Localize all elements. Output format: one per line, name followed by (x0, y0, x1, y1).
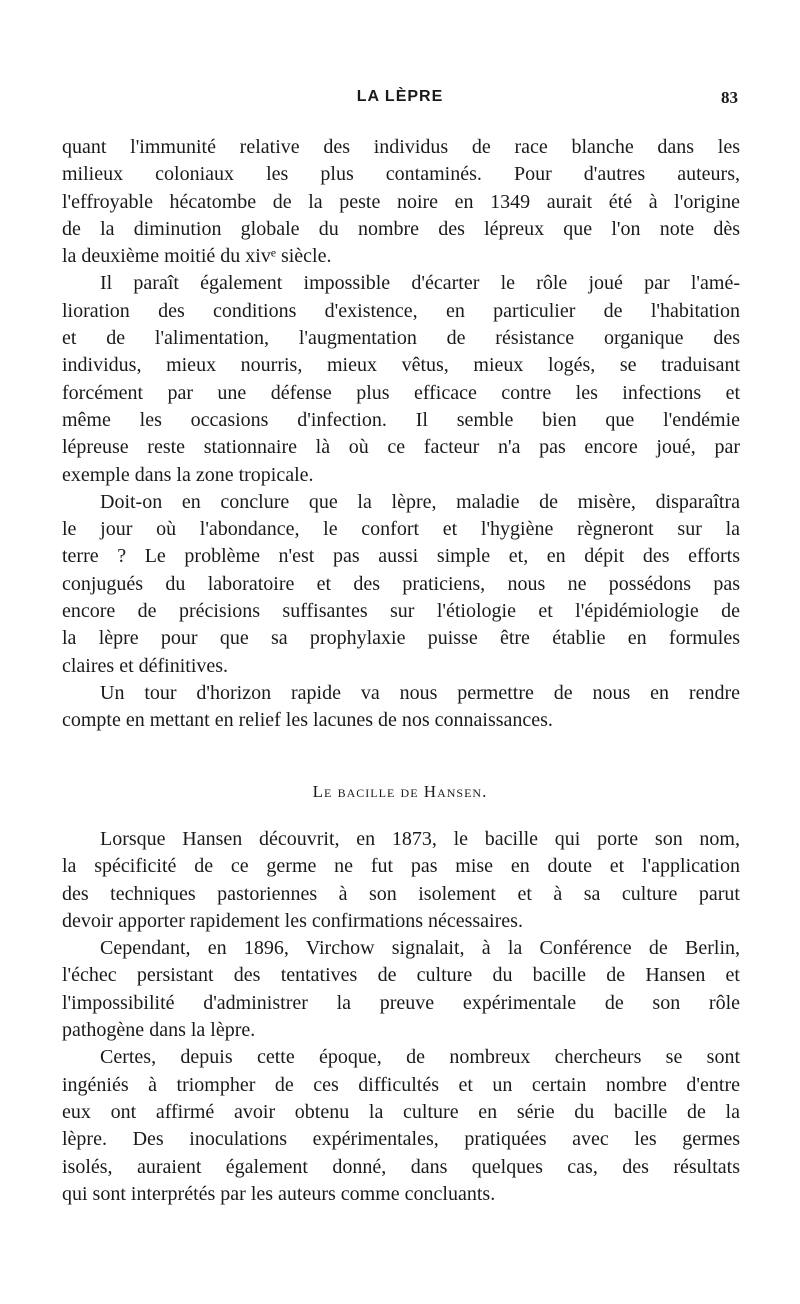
text-line: l'effroyable hécatombe de la peste noire en 1349 aurait été à l'origine (62, 190, 740, 213)
text-line: pathogène dans la lèpre. (62, 1019, 256, 1042)
text-line: lèpre. Des inoculations expérimentales, pratiquées avec les germes (62, 1128, 740, 1151)
text-line: exemple dans la zone tropicale. (62, 463, 314, 486)
text-line: quant l'immunité relative des individus de race blanche dans les (62, 136, 740, 158)
text-line: la deuxième moitié du xivᵉ siècle. (62, 245, 332, 268)
text-line: lépreuse reste stationnaire là où ce facteur n'a pas encore joué, par (62, 436, 740, 459)
text-line: terre ? Le problème n'est pas aussi simple et, en dépit des efforts (62, 545, 740, 568)
page-number: 83 (721, 88, 738, 107)
text-line: l'impossibilité d'administrer la preuve expérimentale de son rôle (62, 991, 740, 1014)
text-line: conjugués du laboratoire et des praticiens, nous ne possédons pas (62, 572, 740, 595)
text-line: eux ont affirmé avoir obtenu la culture en série du bacille de la (62, 1100, 740, 1123)
text-line: même les occasions d'infection. Il semble bien que l'endémie (62, 408, 740, 431)
text-line: forcément par une défense plus efficace contre les infections et (62, 381, 740, 404)
text-line: encore de précisions suffisantes sur l'étiologie et l'épidémiologie de (62, 600, 740, 623)
text-line: la spécificité de ce germe ne fut pas mise en doute et l'application (62, 855, 740, 878)
text-line: Certes, depuis cette époque, de nombreux chercheurs se sont (100, 1046, 740, 1069)
text-line: claires et définitives. (62, 654, 229, 677)
section-heading: Le bacille de Hansen. (312, 782, 488, 801)
text-line: de la diminution globale du nombre des lépreux que l'on note dès (62, 217, 740, 240)
text-line: lioration des conditions d'existence, en particulier de l'habitation (62, 299, 740, 322)
text-block-intro (62, 134, 740, 735)
text-line: l'échec persistant des tentatives de culture du bacille de Hansen et (62, 964, 740, 987)
text-line: isolés, auraient également donné, dans quelques cas, des résultats (62, 1155, 740, 1178)
text-line: devoir apporter rapidement les confirmations nécessaires. (62, 909, 523, 932)
text-line: et de l'alimentation, l'augmentation de résistance organique des (62, 327, 740, 350)
text-line: Doit-on en conclure que la lèpre, maladie de misère, disparaîtra (100, 490, 740, 513)
text-line: milieux coloniaux les plus contaminés. Pour d'autres auteurs, (62, 163, 740, 186)
text-line: compte en mettant en relief les lacunes de nos connaissances. (62, 709, 553, 732)
text-block-hansen (62, 826, 740, 1208)
text-line: ingéniés à triompher de ces difficultés et un certain nombre d'entre (62, 1073, 740, 1096)
text-line: individus, mieux nourris, mieux vêtus, mieux logés, se traduisant (62, 354, 740, 377)
running-title: LA LÈPRE (356, 88, 444, 105)
text-line: qui sont interprétés par les auteurs comme concluants. (62, 1182, 496, 1205)
text-line: Lorsque Hansen découvrit, en 1873, le bacille qui porte son nom, (100, 828, 740, 850)
text-line: des techniques pastoriennes à son isolement et à sa culture parut (62, 882, 740, 905)
text-line: le jour où l'abondance, le confort et l'hygiène règneront sur la (62, 518, 740, 541)
text-line: Il paraît également impossible d'écarter le rôle joué par l'amé- (100, 272, 740, 295)
text-line: la lèpre pour que sa prophylaxie puisse être établie en formules (62, 627, 740, 650)
text-line: Cependant, en 1896, Virchow signalait, à la Conférence de Berlin, (100, 937, 740, 960)
text-line: Un tour d'horizon rapide va nous permettre de nous en rendre (100, 681, 740, 704)
